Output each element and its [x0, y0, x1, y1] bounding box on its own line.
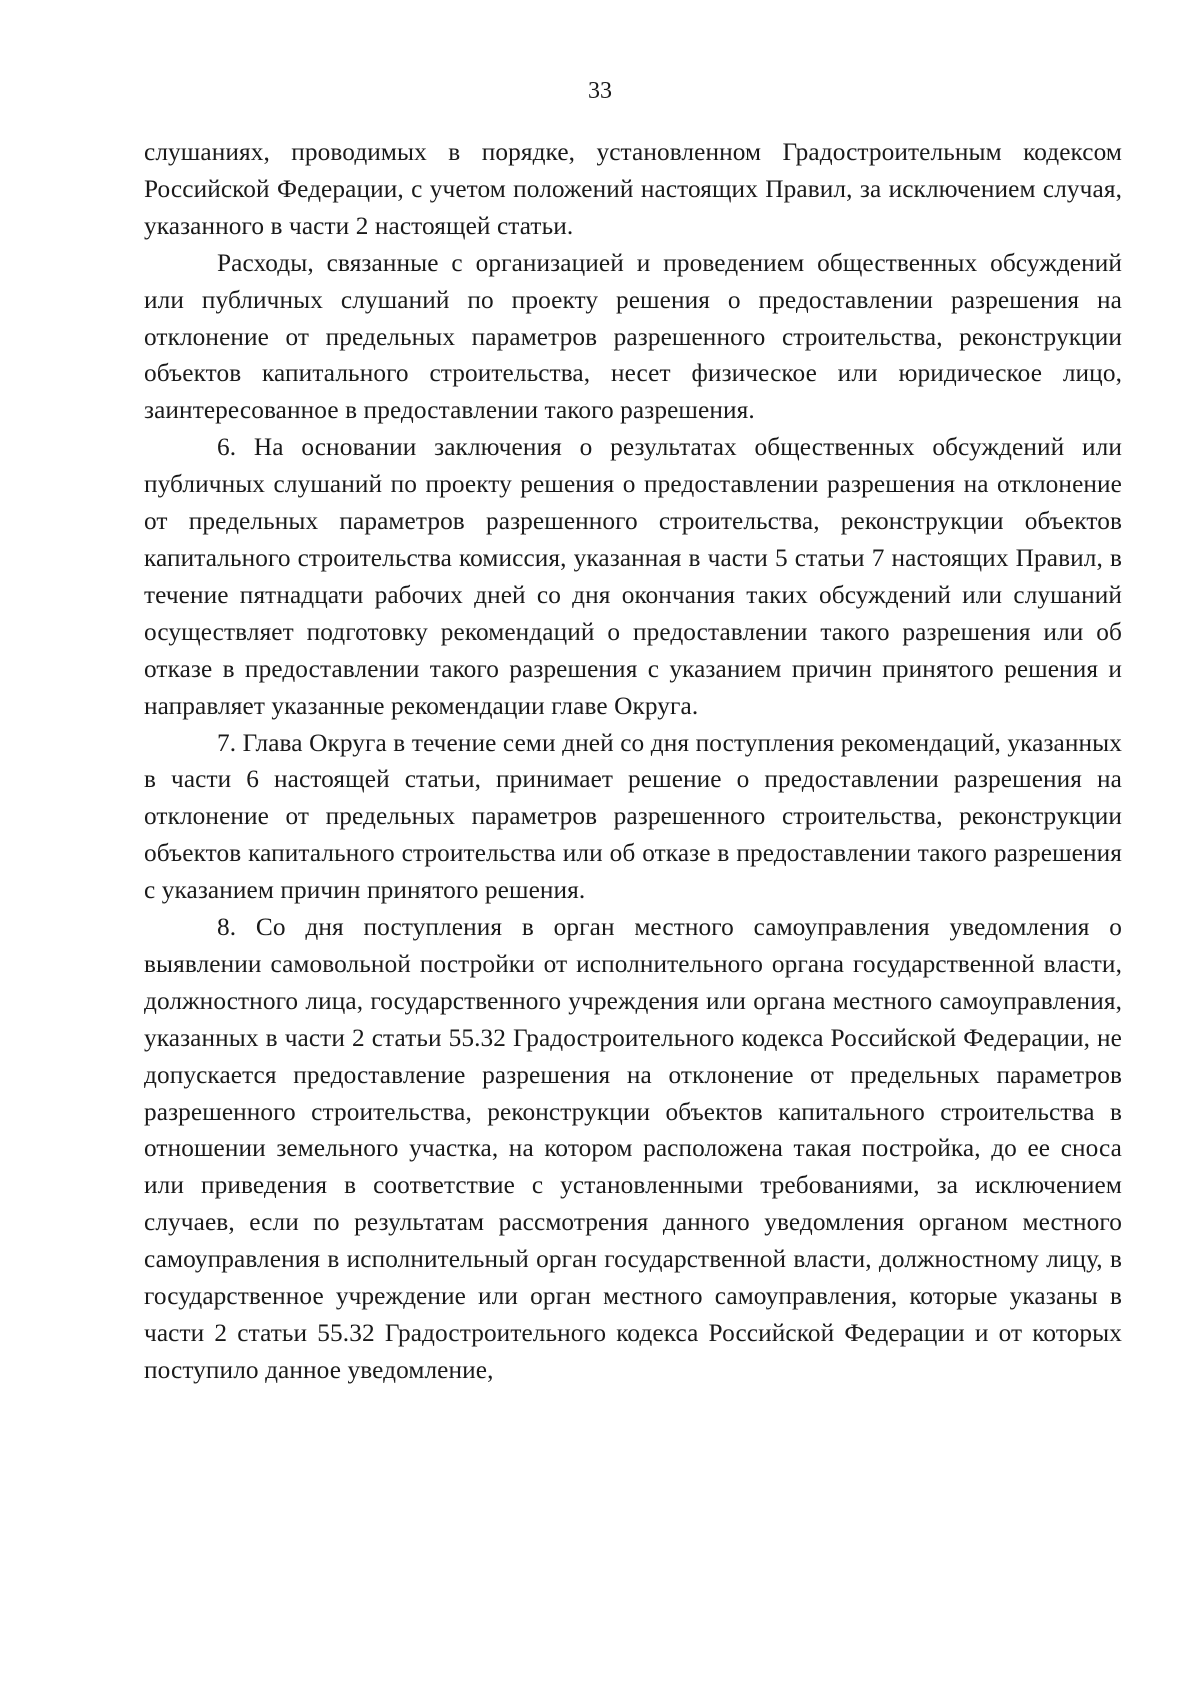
paragraph-item-8: 8. Со дня поступления в орган местного самоуправления уведомления о выявлении самовольной постройки от исполнительного органа государственной власти, должностного лица, государственного учреждения или органа местного самоуправления, указанных в части 2 статьи 55.32 Градостроительного кодекса Российской Федерации, не допускается предоставление разрешения на отклонение от предельных параметров разрешенного строительства, реконструкции объектов капитального строительства в отношении земельного участка, на котором расположена такая постройка, до ее сноса или приведения в соответствие с установленными требованиями, за исключением случаев, если по результатам рассмотрения данного уведомления органом местного самоуправления в исполнительный орган государственной власти, должностному лицу, в государственное учреждение или орган местного самоуправления, которые указаны в части 2 статьи 55.32 Градостроительного кодекса Российской Федерации и от которых поступило данное уведомление,	[144, 913, 1122, 1384]
paragraph-item-6: 6. На основании заключения о результатах общественных обсуждений или публичных слушаний по проекту решения о предоставлении разрешения на отклонение от предельных параметров разрешенного строительства, реконструкции объектов капитального строительства комиссия, указанная в части 5 статьи 7 настоящих Правил, в течение пятнадцати рабочих дней со дня окончания таких обсуждений или слушаний осуществляет подготовку рекомендаций о предоставлении такого разрешения или об отказе в предоставлении такого разрешения с указанием причин принятого решения и направляет указанные рекомендации главе Округа.	[144, 433, 1122, 720]
paragraph-expenses: Расходы, связанные с организацией и проведением общественных обсуждений или публичных слушаний по проекту решения о предоставлении разрешения на отклонение от предельных параметров разрешенного строительства, реконструкции объектов капитального строительства, несет физическое или юридическое лицо, заинтересованное в предоставлении такого разрешения.	[144, 248, 1122, 425]
page-number: 33	[588, 78, 612, 104]
document-body	[144, 134, 1122, 1389]
paragraph-item-7: 7. Глава Округа в течение семи дней со дня поступления рекомендаций, указанных в части 6 настоящей статьи, принимает решение о предоставлении разрешения на отклонение от предельных параметров разрешенного строительства, реконструкции объектов капитального строительства или об отказе в предоставлении такого разрешения с указанием причин принятого решения.	[144, 728, 1122, 905]
paragraph-continuation: слушаниях, проводимых в порядке, установленном Градостроительным кодексом Российской Федерации, с учетом положений настоящих Правил, за исключением случая, указанного в части 2 настоящей статьи.	[144, 138, 1122, 240]
